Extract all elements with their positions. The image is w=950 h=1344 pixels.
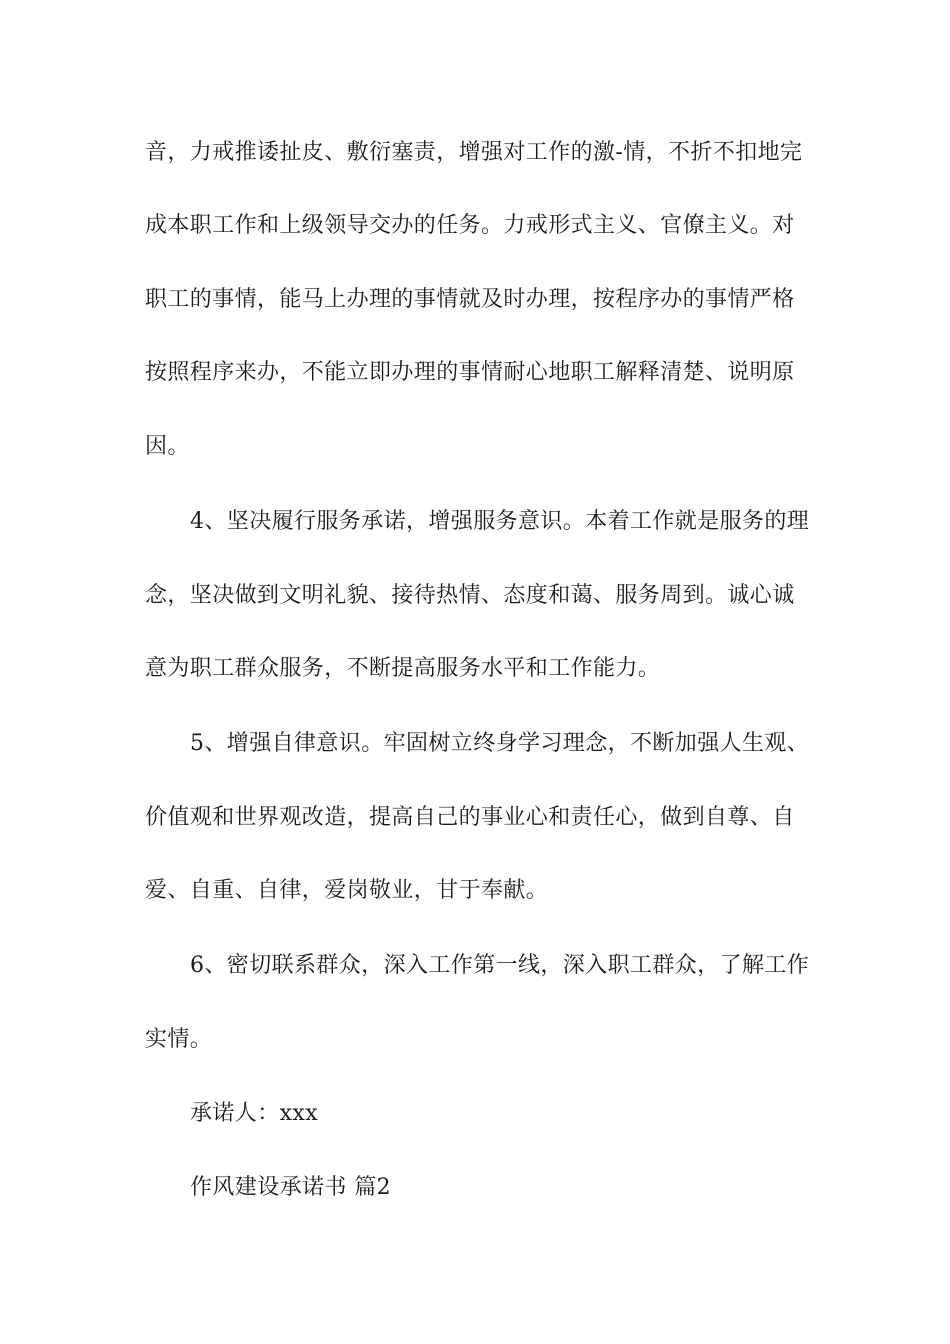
paragraph-line: 因。 bbox=[145, 434, 190, 459]
paragraph-line: 意为职工群众服务，不断提高服务水平和工作能力。 bbox=[145, 656, 661, 681]
paragraph-line: 价值观和世界观改造，提高自己的事业心和责任心，做到自尊、自 bbox=[145, 805, 795, 830]
paragraph-line: 职工的事情，能马上办理的事情就及时办理，按程序办的事情严格 bbox=[145, 287, 795, 312]
paragraph-line: 成本职工作和上级领导交办的任务。力戒形式主义、官僚主义。对 bbox=[145, 213, 795, 238]
paragraph-line: 6、密切联系群众，深入工作第一线，深入职工群众，了解工作 bbox=[190, 953, 810, 978]
paragraph-line: 4、坚决履行服务承诺，增强服务意识。本着工作就是服务的理 bbox=[190, 509, 810, 534]
paragraph-line: 音，力戒推诿扯皮、敷衍塞责，增强对工作的激-情，不折不扣地完 bbox=[145, 140, 803, 165]
paragraph-line: 5、增强自律意识。牢固树立终身学习理念，不断加强人生观、 bbox=[190, 731, 810, 756]
paragraph-line: 实情。 bbox=[145, 1027, 213, 1052]
paragraph-line: 按照程序来办，不能立即办理的事情耐心地职工解释清楚、说明原 bbox=[145, 360, 795, 385]
paragraph-line: 念，坚决做到文明礼貌、接待热情、态度和蔼、服务周到。诚心诚 bbox=[145, 583, 795, 608]
signature-line: 承诺人：xxx bbox=[190, 1101, 319, 1126]
section-heading: 作风建设承诺书 篇2 bbox=[190, 1175, 391, 1200]
paragraph-line: 爱、自重、自律，爱岗敬业，甘于奉献。 bbox=[145, 878, 549, 903]
